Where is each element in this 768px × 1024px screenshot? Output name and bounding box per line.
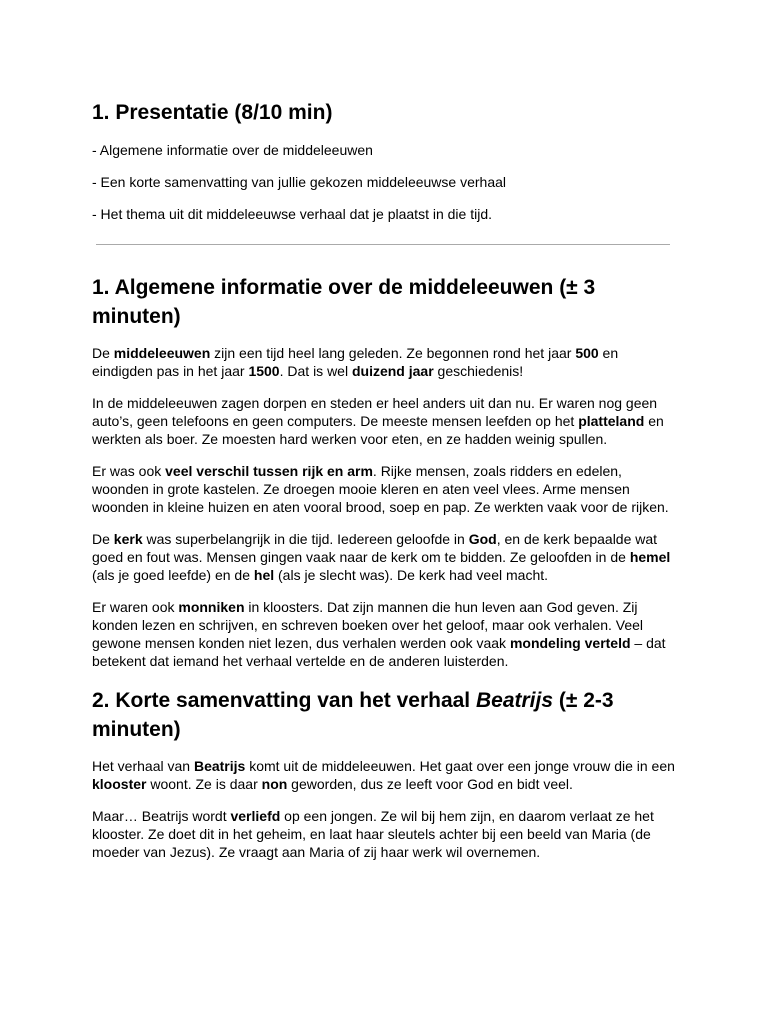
section1-heading: 1. Algemene informatie over de middeleeuwen (± 3 minuten) [92, 276, 596, 328]
bold-text: duizend jaar [351, 363, 434, 379]
bold-text: 1500 [248, 363, 280, 379]
bold-text: klooster [92, 776, 147, 792]
section1-paragraph: De middeleeuwen zijn een tijd heel lang geleden. Ze begonnen rond het jaar 500 en eindigden pas in het jaar 1500. Dat is wel duizend jaar geschiedenis! [92, 345, 619, 379]
section1-paragraph: Er was ook veel verschil tussen rijk en arm. Rijke mensen, zoals ridders en edelen, woonden in grote kastelen. Ze droegen mooie kleren en aten veel vlees. Arme mensen woonden in kleine huizen en aten vooral brood, soep en pap. Ze werkten vaak voor de rijken. [92, 463, 669, 515]
section1-body [92, 344, 676, 670]
horizontal-divider [96, 244, 670, 245]
bold-text: veel verschil tussen rijk en arm [165, 463, 373, 479]
presentation-item: - Algemene informatie over de middeleeuwen [92, 142, 373, 158]
presentation-list [92, 141, 676, 223]
bold-text: hel [253, 567, 275, 583]
bold-text: monniken [178, 599, 245, 615]
bold-text: kerk [113, 531, 143, 547]
bold-text: mondeling verteld [509, 635, 631, 651]
presentation-heading: 1. Presentatie (8/10 min) [92, 101, 333, 124]
bold-text: hemel [629, 549, 671, 565]
section2-heading: 2. Korte samenvatting van het verhaal Beatrijs (± 2-3 minuten) [92, 689, 614, 741]
section2-body [92, 757, 676, 861]
bold-text: platteland [578, 413, 645, 429]
presentation-item: - Het thema uit dit middeleeuwse verhaal dat je plaatst in die tijd. [92, 206, 492, 222]
bold-text: non [261, 776, 288, 792]
section1-paragraph: In de middeleeuwen zagen dorpen en steden er heel anders uit dan nu. Er waren nog geen auto’s, geen telefoons en geen computers. De meeste mensen leefden op het platteland en werkten als boer. Ze moesten hard werken voor eten, en ze hadden weinig spullen. [92, 395, 664, 447]
section1-paragraph: De kerk was superbelangrijk in die tijd. Iedereen geloofde in God, en de kerk bepaalde wat goed en fout was. Mensen gingen vaak naar de kerk om te bidden. Ze geloofden in de hemel (als je goed leefde) en de hel (als je slecht was). De kerk had veel macht. [92, 531, 671, 583]
bold-text: Beatrijs [193, 758, 246, 774]
bold-text: verliefd [230, 808, 281, 824]
section2-paragraph: Maar… Beatrijs wordt verliefd op een jongen. Ze wil bij hem zijn, en daarom verlaat ze het klooster. Ze doet dit in het geheim, en laat haar sleutels achter bij een beeld van Maria (de moeder van Jezus). Ze vraagt aan Maria of zij haar werk wil overnemen. [92, 808, 654, 860]
section1-paragraph: Er waren ook monniken in kloosters. Dat zijn mannen die hun leven aan God geven. Zij konden lezen en schrijven, en schreven boeken over het geloof, maar ook verhalen. Veel gewone mensen konden niet lezen, dus verhalen werden ook vaak mondeling verteld – dat betekent dat iemand het verhaal vertelde en de anderen luisterden. [92, 599, 666, 669]
presentation-item: - Een korte samenvatting van jullie gekozen middeleeuwse verhaal [92, 174, 507, 190]
document-body [92, 98, 676, 861]
italic-text: Beatrijs [475, 689, 554, 712]
bold-text: middeleeuwen [113, 345, 211, 361]
bold-text: 500 [575, 345, 599, 361]
bold-text: God [468, 531, 497, 547]
section2-paragraph: Het verhaal van Beatrijs komt uit de middeleeuwen. Het gaat over een jonge vrouw die in een klooster woont. Ze is daar non geworden, dus ze leeft voor God en bidt veel. [92, 758, 675, 792]
